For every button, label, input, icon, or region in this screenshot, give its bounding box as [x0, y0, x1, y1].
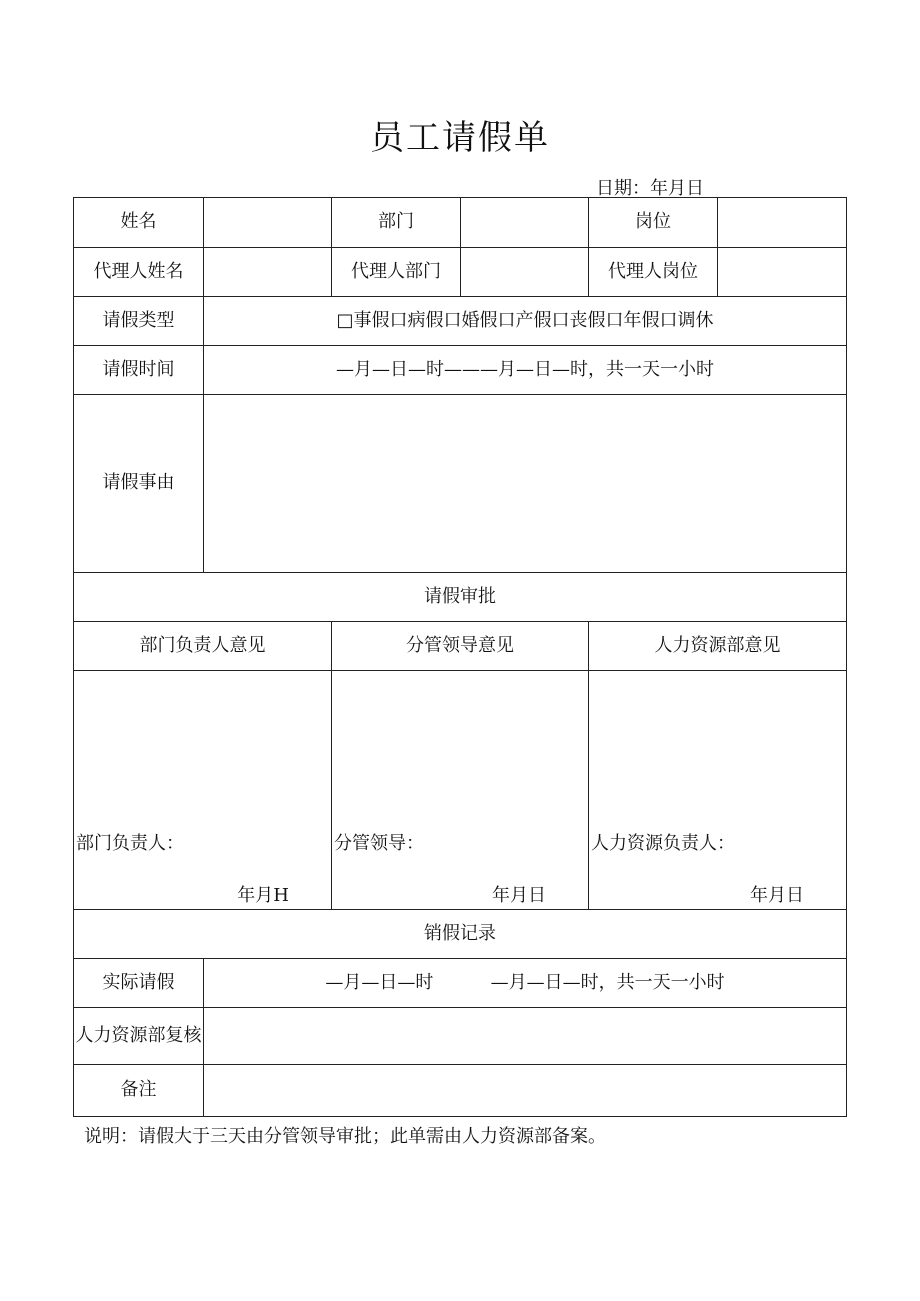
leader-opinion-header: 分管领导意见 — [332, 622, 589, 671]
reason-label: 请假事由 — [74, 395, 204, 573]
leader-opinion-cell[interactable] — [332, 671, 589, 910]
leave-form-table — [73, 197, 847, 1117]
agent-dept-field[interactable] — [461, 248, 589, 297]
approval-section-title: 请假审批 — [74, 573, 847, 622]
hr-opinion-cell[interactable] — [589, 671, 847, 910]
post-field[interactable] — [718, 198, 847, 248]
remark-label: 备注 — [74, 1065, 204, 1117]
dept-label: 部门 — [332, 198, 461, 248]
dept-head-date: 年月H — [237, 884, 289, 906]
row-leave-time — [74, 346, 847, 395]
row-approval-signatures — [74, 671, 847, 910]
hr-review-field[interactable] — [204, 1008, 847, 1065]
cancel-section-title: 销假记录 — [74, 910, 847, 959]
form-title: 员工请假单 — [370, 118, 550, 158]
hr-review-label: 人力资源部复核 — [74, 1008, 204, 1065]
leave-time-label: 请假时间 — [74, 346, 204, 395]
dept-head-opinion-header: 部门负责人意见 — [74, 622, 332, 671]
remark-field[interactable] — [204, 1065, 847, 1117]
dept-field[interactable] — [461, 198, 589, 248]
leave-type-label: 请假类型 — [74, 297, 204, 346]
leave-type-options[interactable]: □事假口病假口婚假口产假口丧假口年假口调休 — [204, 297, 847, 346]
row-actual-leave — [74, 959, 847, 1008]
row-approval-headers — [74, 622, 847, 671]
row-basic-info — [74, 198, 847, 248]
actual-leave-value[interactable]: —月—日—时 —月—日—时，共一天一小时 — [204, 959, 847, 1008]
row-approval-title — [74, 573, 847, 622]
row-remark — [74, 1065, 847, 1117]
reason-field[interactable] — [204, 395, 847, 573]
agent-post-field[interactable] — [718, 248, 847, 297]
name-label: 姓名 — [74, 198, 204, 248]
row-cancel-title — [74, 910, 847, 959]
leave-time-value[interactable]: —月—日—时———月—日—时，共一天一小时 — [204, 346, 847, 395]
row-leave-reason — [74, 395, 847, 573]
agent-name-field[interactable] — [204, 248, 332, 297]
footer-note: 说明：请假大于三天由分管领导审批；此单需由人力资源部备案。 — [84, 1126, 606, 1147]
leader-signer-label: 分管领导： — [334, 833, 424, 854]
hr-date: 年月日 — [750, 884, 804, 906]
agent-post-label: 代理人岗位 — [589, 248, 718, 297]
agent-name-label: 代理人姓名 — [74, 248, 204, 297]
actual-leave-label: 实际请假 — [74, 959, 204, 1008]
form-date: 日期：年月日 — [596, 178, 704, 199]
row-hr-review — [74, 1008, 847, 1065]
name-field[interactable] — [204, 198, 332, 248]
row-agent-info — [74, 248, 847, 297]
hr-opinion-header: 人力资源部意见 — [589, 622, 847, 671]
post-label: 岗位 — [589, 198, 718, 248]
hr-signer-label: 人力资源负责人： — [591, 833, 735, 854]
agent-dept-label: 代理人部门 — [332, 248, 461, 297]
row-leave-type — [74, 297, 847, 346]
dept-head-opinion-cell[interactable] — [74, 671, 332, 910]
dept-head-signer-label: 部门负责人： — [76, 833, 184, 854]
leader-date: 年月日 — [492, 884, 546, 906]
